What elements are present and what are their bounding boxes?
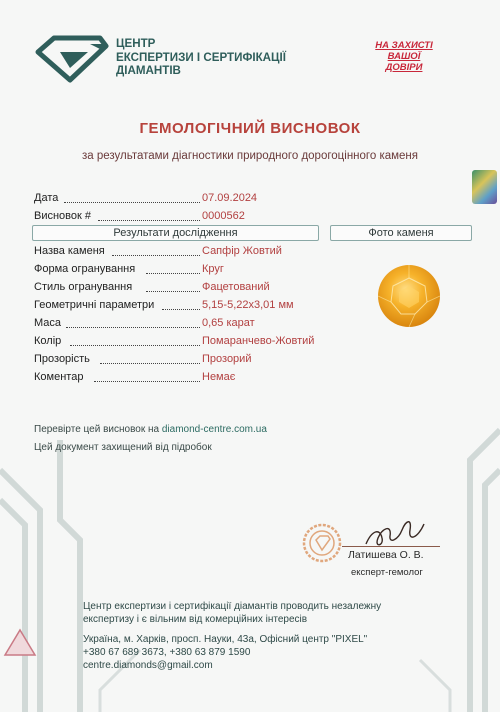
result-value: Помаранчево-Жовтий (202, 335, 315, 347)
date-label: Дата (34, 192, 59, 204)
gemstone-photo (377, 264, 441, 328)
signer-role: експерт-гемолог (351, 567, 423, 578)
result-value: Сапфір Жовтий (202, 245, 282, 257)
result-label: Стиль огранування (34, 281, 133, 293)
verification-note (34, 424, 267, 435)
footer-phones: +380 67 689 3673, +380 63 879 1590 (83, 647, 251, 658)
result-label: Коментар (34, 371, 84, 383)
result-label: Форма огранування (34, 263, 136, 275)
signer-name: Латишева О. В. (348, 549, 424, 561)
results-section-header: Результати дослідження (32, 225, 319, 241)
org-name-line-2: ЕКСПЕРТИЗИ І СЕРТИФІКАЦІЇ (116, 50, 286, 64)
result-value: Фацетований (202, 281, 270, 293)
dotted-leader (162, 299, 200, 310)
date-value: 07.09.2024 (202, 192, 258, 204)
dotted-leader (64, 192, 200, 203)
org-name-line-1: ЦЕНТР (116, 37, 156, 50)
dotted-leader (66, 317, 200, 328)
dotted-leader (112, 245, 200, 256)
footer-statement-line-2: експертизу і є вільним від комерційних інтересів (83, 614, 308, 625)
verify-text: Перевірте цей висновок на (34, 424, 160, 435)
slogan (363, 40, 445, 73)
slogan-line-2: ВАШОЇ (387, 51, 421, 62)
result-row-cut-style (34, 281, 354, 295)
org-name-line-3: ДІАМАНТІВ (116, 64, 181, 77)
dotted-leader (98, 210, 200, 221)
dotted-leader (100, 353, 200, 364)
result-label: Колір (34, 335, 62, 347)
result-row-comment (34, 371, 354, 385)
footer-email[interactable]: centre.diamonds@gmail.com (83, 660, 213, 671)
organization-name (116, 37, 286, 78)
report-number-value: 0000562 (202, 210, 245, 222)
result-row-weight (34, 317, 354, 331)
dotted-leader (146, 281, 200, 292)
result-row-stone-name (34, 245, 354, 259)
result-row-cut-shape (34, 263, 354, 277)
slogan-line-3: ДОВІРИ (385, 62, 423, 73)
dotted-leader (94, 371, 200, 382)
result-value: Немає (202, 371, 236, 383)
result-label: Геометричні параметри (34, 299, 155, 311)
result-value: 0,65 карат (202, 317, 255, 329)
report-number-row (34, 210, 245, 224)
seal-stamp-icon (302, 523, 342, 563)
footer-statement-line-1: Центр експертизи і сертифікації діамантів проводить незалежну (83, 601, 382, 612)
photo-section-header: Фото каменя (330, 225, 472, 241)
footer-address: Україна, м. Харків, просп. Науки, 43а, Офісний центр "PIXEL" (83, 634, 368, 645)
result-label: Маса (34, 317, 62, 329)
result-row-color (34, 335, 354, 349)
hologram-sticker (472, 170, 497, 204)
result-value: Круг (202, 263, 224, 275)
result-label: Назва каменя (34, 245, 105, 257)
document-subtitle: за результатами діагностики природного дорогоцінного каменя (81, 150, 419, 162)
result-value: Прозорий (202, 353, 252, 365)
slogan-line-1: НА ЗАХИСТІ (375, 40, 433, 51)
verify-link[interactable]: diamond-centre.com.ua (161, 424, 267, 435)
dotted-leader (70, 335, 200, 346)
signature-line (342, 546, 440, 547)
protection-note: Цей документ захищений від підробок (34, 442, 212, 453)
document-title: ГЕМОЛОГІЧНИЙ ВИСНОВОК (139, 120, 361, 137)
date-row (34, 192, 258, 206)
diamond-logo-icon (30, 34, 110, 84)
result-value: 5,15-5,22х3,01 мм (202, 299, 294, 311)
result-row-dimensions (34, 299, 354, 313)
result-row-transparency (34, 353, 354, 367)
report-number-label: Висновок # (34, 210, 91, 222)
result-label: Прозорість (34, 353, 90, 365)
dotted-leader (146, 263, 200, 274)
